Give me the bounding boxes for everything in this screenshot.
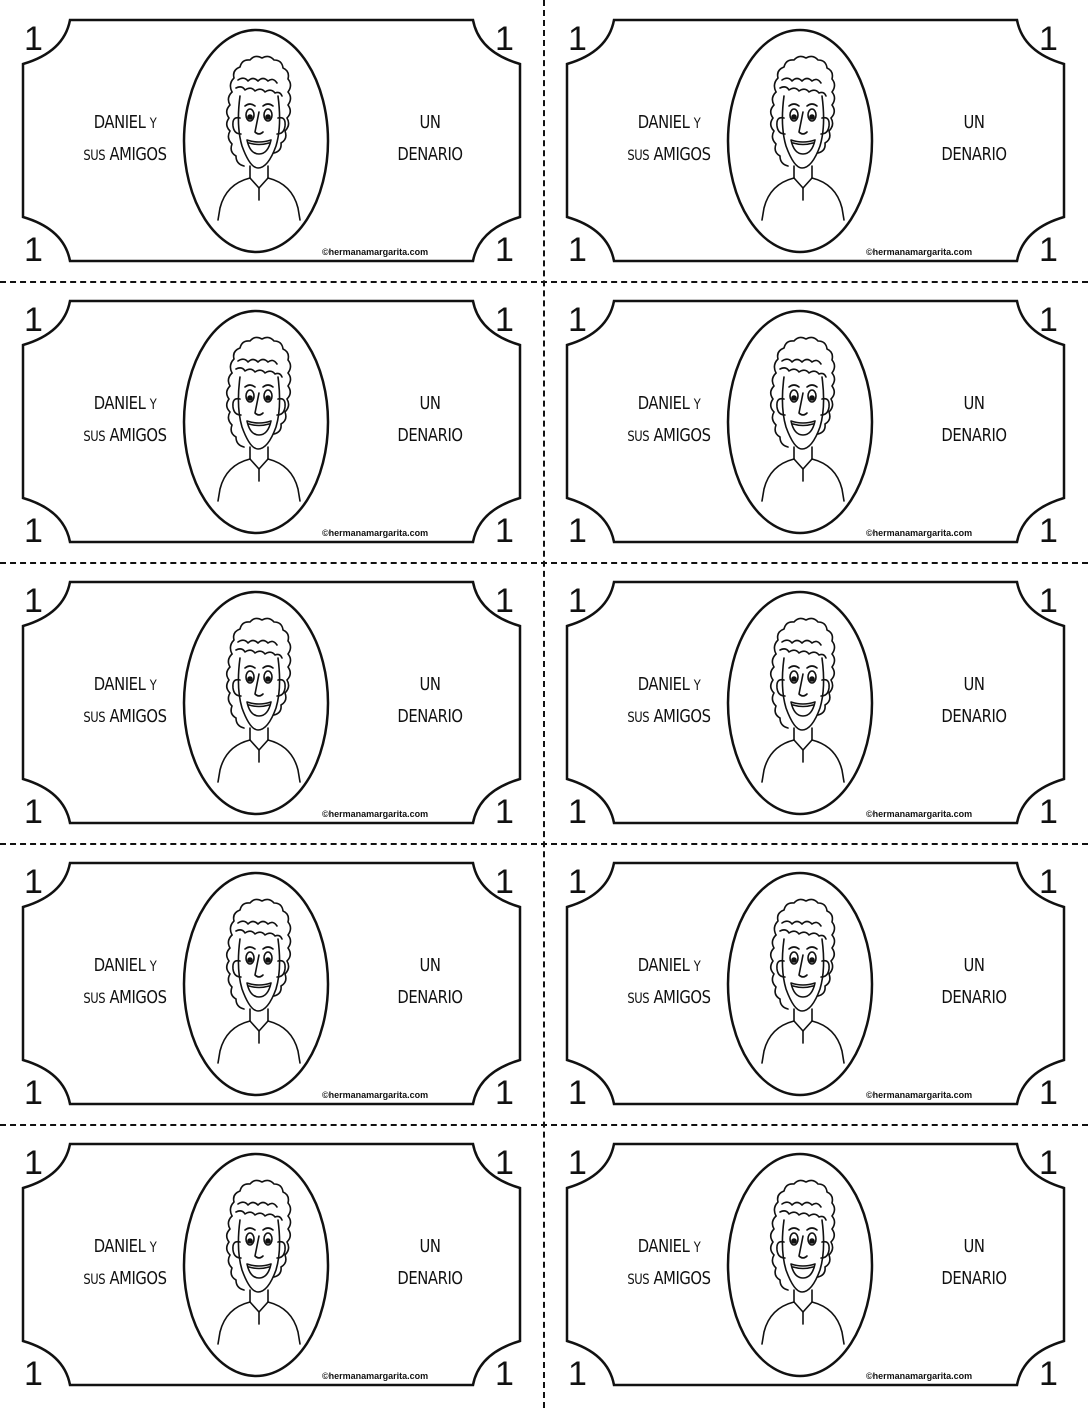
denomination-top-right: 1	[1039, 863, 1058, 901]
bill-frame	[0, 1124, 544, 1405]
title-possessive: SUS	[83, 148, 106, 164]
copyright-credit: ©hermanamargarita.com	[866, 247, 973, 257]
denomination-bottom-left: 1	[568, 512, 587, 550]
title-word: AMIGOS	[109, 987, 167, 1008]
copyright-credit: ©hermanamargarita.com	[322, 528, 429, 538]
title-possessive: SUS	[83, 429, 106, 445]
denomination-bottom-right: 1	[495, 1074, 514, 1112]
denomination-bottom-right: 1	[1039, 1355, 1058, 1393]
bill-frame	[544, 1124, 1088, 1405]
bill-frame	[0, 562, 544, 843]
bill-title-line-1	[64, 112, 187, 133]
denomination-bottom-left: 1	[568, 1355, 587, 1393]
denomination-bottom-right: 1	[1039, 1074, 1058, 1112]
bill-value-line-2: DENARIO	[397, 706, 463, 727]
bill-value-line-1: UN	[963, 674, 985, 695]
bill-frame	[0, 843, 544, 1124]
bill-value-line-2: DENARIO	[397, 425, 463, 446]
title-possessive: SUS	[83, 710, 106, 726]
title-word: DANIEL	[637, 112, 690, 133]
bill-value-line-1: UN	[419, 112, 441, 133]
title-word: AMIGOS	[653, 144, 711, 165]
title-possessive: SUS	[83, 991, 106, 1007]
denomination-bottom-right: 1	[495, 512, 514, 550]
title-word: DANIEL	[93, 393, 146, 414]
denomination-bottom-right: 1	[1039, 512, 1058, 550]
copyright-credit: ©hermanamargarita.com	[866, 809, 973, 819]
bill-card	[0, 1124, 544, 1405]
denomination-top-left: 1	[568, 1144, 587, 1182]
denomination-bottom-right: 1	[1039, 793, 1058, 831]
title-conjunction: Y	[149, 678, 157, 694]
bill-title-line-1	[64, 955, 187, 976]
denomination-bottom-right: 1	[495, 231, 514, 269]
title-word: DANIEL	[93, 112, 146, 133]
title-word: DANIEL	[637, 1236, 690, 1257]
denomination-top-left: 1	[568, 20, 587, 58]
title-word: AMIGOS	[653, 1268, 711, 1289]
title-conjunction: Y	[693, 116, 701, 132]
bill-title-line-1	[64, 393, 187, 414]
title-word: DANIEL	[637, 955, 690, 976]
bill-title-line-2	[608, 987, 731, 1008]
title-word: DANIEL	[93, 1236, 146, 1257]
denomination-top-right: 1	[495, 301, 514, 339]
title-word: DANIEL	[93, 674, 146, 695]
title-possessive: SUS	[627, 148, 650, 164]
bill-card	[544, 843, 1088, 1124]
denomination-top-right: 1	[1039, 1144, 1058, 1182]
bill-value-line-1: UN	[419, 674, 441, 695]
denomination-top-left: 1	[24, 1144, 43, 1182]
bill-card	[0, 281, 544, 562]
bill-value-line-1: UN	[963, 393, 985, 414]
bill-value-line-1: UN	[963, 1236, 985, 1257]
bill-value-line-1: UN	[419, 393, 441, 414]
bill-card	[544, 1124, 1088, 1405]
bill-frame	[544, 281, 1088, 562]
bill-value-line-2: DENARIO	[941, 987, 1007, 1008]
bill-value-line-1: UN	[419, 955, 441, 976]
bill-card	[0, 843, 544, 1124]
denomination-top-right: 1	[495, 582, 514, 620]
bill-value-line-2: DENARIO	[397, 1268, 463, 1289]
title-word: AMIGOS	[109, 144, 167, 165]
denomination-bottom-left: 1	[568, 231, 587, 269]
bill-card	[544, 281, 1088, 562]
title-conjunction: Y	[149, 116, 157, 132]
title-word: AMIGOS	[653, 425, 711, 446]
title-conjunction: Y	[149, 959, 157, 975]
title-word: DANIEL	[637, 393, 690, 414]
title-word: AMIGOS	[653, 987, 711, 1008]
denomination-top-left: 1	[568, 863, 587, 901]
copyright-credit: ©hermanamargarita.com	[322, 247, 429, 257]
bill-card	[544, 562, 1088, 843]
bill-title-line-1	[608, 1236, 731, 1257]
bill-frame	[544, 843, 1088, 1124]
bill-title-line-2	[608, 1268, 731, 1289]
bill-card	[0, 0, 544, 281]
bill-title-line-1	[608, 393, 731, 414]
bill-title-line-2	[608, 425, 731, 446]
title-word: DANIEL	[93, 955, 146, 976]
bill-frame	[0, 281, 544, 562]
denomination-top-right: 1	[1039, 20, 1058, 58]
title-possessive: SUS	[83, 1272, 106, 1288]
copyright-credit: ©hermanamargarita.com	[866, 1371, 973, 1381]
bill-value-line-2: DENARIO	[941, 144, 1007, 165]
denomination-bottom-left: 1	[568, 1074, 587, 1112]
denomination-top-right: 1	[1039, 582, 1058, 620]
copyright-credit: ©hermanamargarita.com	[322, 809, 429, 819]
bill-value-line-1: UN	[963, 955, 985, 976]
title-word: AMIGOS	[653, 706, 711, 727]
title-conjunction: Y	[693, 1240, 701, 1256]
bill-title-line-1	[608, 674, 731, 695]
title-conjunction: Y	[149, 1240, 157, 1256]
bill-title-line-2	[64, 987, 187, 1008]
bill-title-line-2	[608, 706, 731, 727]
bill-frame	[0, 0, 544, 281]
title-conjunction: Y	[693, 678, 701, 694]
denomination-bottom-left: 1	[24, 1074, 43, 1112]
denomination-top-left: 1	[24, 20, 43, 58]
denomination-top-left: 1	[568, 301, 587, 339]
denomination-bottom-left: 1	[24, 512, 43, 550]
bill-title-line-2	[64, 706, 187, 727]
title-conjunction: Y	[693, 959, 701, 975]
denomination-top-left: 1	[568, 582, 587, 620]
copyright-credit: ©hermanamargarita.com	[322, 1371, 429, 1381]
title-conjunction: Y	[149, 397, 157, 413]
title-word: DANIEL	[637, 674, 690, 695]
denomination-top-left: 1	[24, 301, 43, 339]
bill-title-line-2	[64, 425, 187, 446]
bill-title-line-2	[64, 144, 187, 165]
denomination-top-right: 1	[495, 20, 514, 58]
bill-frame	[544, 0, 1088, 281]
bill-card	[544, 0, 1088, 281]
title-possessive: SUS	[627, 710, 650, 726]
denomination-bottom-right: 1	[495, 793, 514, 831]
bill-value-line-1: UN	[963, 112, 985, 133]
bill-value-line-1: UN	[419, 1236, 441, 1257]
title-possessive: SUS	[627, 991, 650, 1007]
bill-value-line-2: DENARIO	[941, 425, 1007, 446]
copyright-credit: ©hermanamargarita.com	[866, 1090, 973, 1100]
bill-title-line-2	[64, 1268, 187, 1289]
bill-title-line-1	[608, 112, 731, 133]
denomination-top-right: 1	[495, 1144, 514, 1182]
title-possessive: SUS	[627, 429, 650, 445]
title-word: AMIGOS	[109, 425, 167, 446]
bill-frame	[544, 562, 1088, 843]
denomination-top-right: 1	[495, 863, 514, 901]
denomination-bottom-left: 1	[568, 793, 587, 831]
title-word: AMIGOS	[109, 706, 167, 727]
denomination-top-left: 1	[24, 863, 43, 901]
denomination-bottom-left: 1	[24, 231, 43, 269]
denomination-bottom-left: 1	[24, 1355, 43, 1393]
copyright-credit: ©hermanamargarita.com	[322, 1090, 429, 1100]
denomination-bottom-right: 1	[1039, 231, 1058, 269]
title-conjunction: Y	[693, 397, 701, 413]
denomination-bottom-right: 1	[495, 1355, 514, 1393]
bill-value-line-2: DENARIO	[941, 706, 1007, 727]
bill-title-line-2	[608, 144, 731, 165]
bill-value-line-2: DENARIO	[397, 144, 463, 165]
bill-title-line-1	[64, 674, 187, 695]
title-possessive: SUS	[627, 1272, 650, 1288]
bill-value-line-2: DENARIO	[397, 987, 463, 1008]
bill-value-line-2: DENARIO	[941, 1268, 1007, 1289]
bill-title-line-1	[608, 955, 731, 976]
denomination-bottom-left: 1	[24, 793, 43, 831]
copyright-credit: ©hermanamargarita.com	[866, 528, 973, 538]
denomination-top-left: 1	[24, 582, 43, 620]
title-word: AMIGOS	[109, 1268, 167, 1289]
bill-title-line-1	[64, 1236, 187, 1257]
denomination-top-right: 1	[1039, 301, 1058, 339]
bill-card	[0, 562, 544, 843]
